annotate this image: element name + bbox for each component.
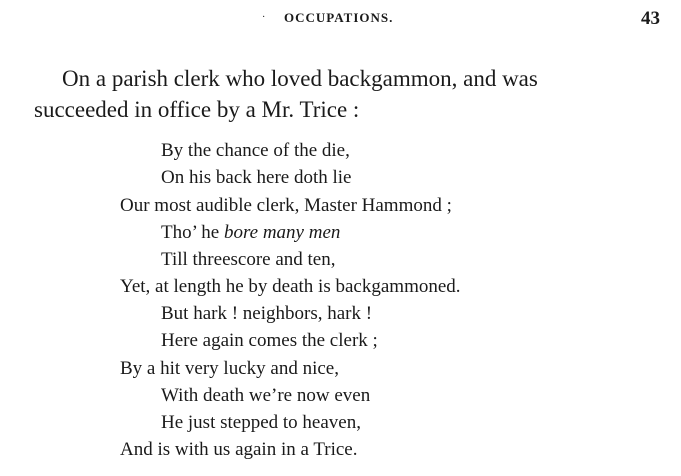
poem-line: By the chance of the die,	[161, 140, 350, 161]
poem-introduction	[34, 63, 674, 125]
poem-line-prefix: Tho’ he	[161, 222, 224, 243]
intro-line-2: succeeded in office by a Mr. Trice :	[34, 97, 360, 122]
poem-line: Till threescore and ten,	[161, 249, 336, 270]
poem-line	[161, 222, 340, 244]
poem-line: On his back here doth lie	[161, 167, 352, 188]
running-head-dot: ·	[262, 12, 266, 23]
running-head-title: OCCUPATIONS.	[284, 10, 394, 25]
poem-line: Our most audible clerk, Master Hammond ;	[120, 195, 452, 216]
poem-line: By a hit very lucky and nice,	[120, 358, 339, 379]
poem-line: And is with us again in a Trice.	[120, 439, 358, 460]
poem-line: He just stepped to heaven,	[161, 412, 361, 433]
poem-line: Yet, at length he by death is backgammoned.	[120, 276, 461, 297]
poem-line: But hark ! neighbors, hark !	[161, 303, 373, 324]
page-number: 43	[641, 8, 660, 29]
running-head	[0, 8, 681, 32]
poem-line-italic: bore many men	[223, 222, 341, 243]
poem-line: Here again comes the clerk ;	[161, 330, 378, 351]
poem-line: With death we’re now even	[161, 385, 371, 406]
intro-line-1: On a parish clerk who loved backgammon, and was	[62, 66, 538, 91]
